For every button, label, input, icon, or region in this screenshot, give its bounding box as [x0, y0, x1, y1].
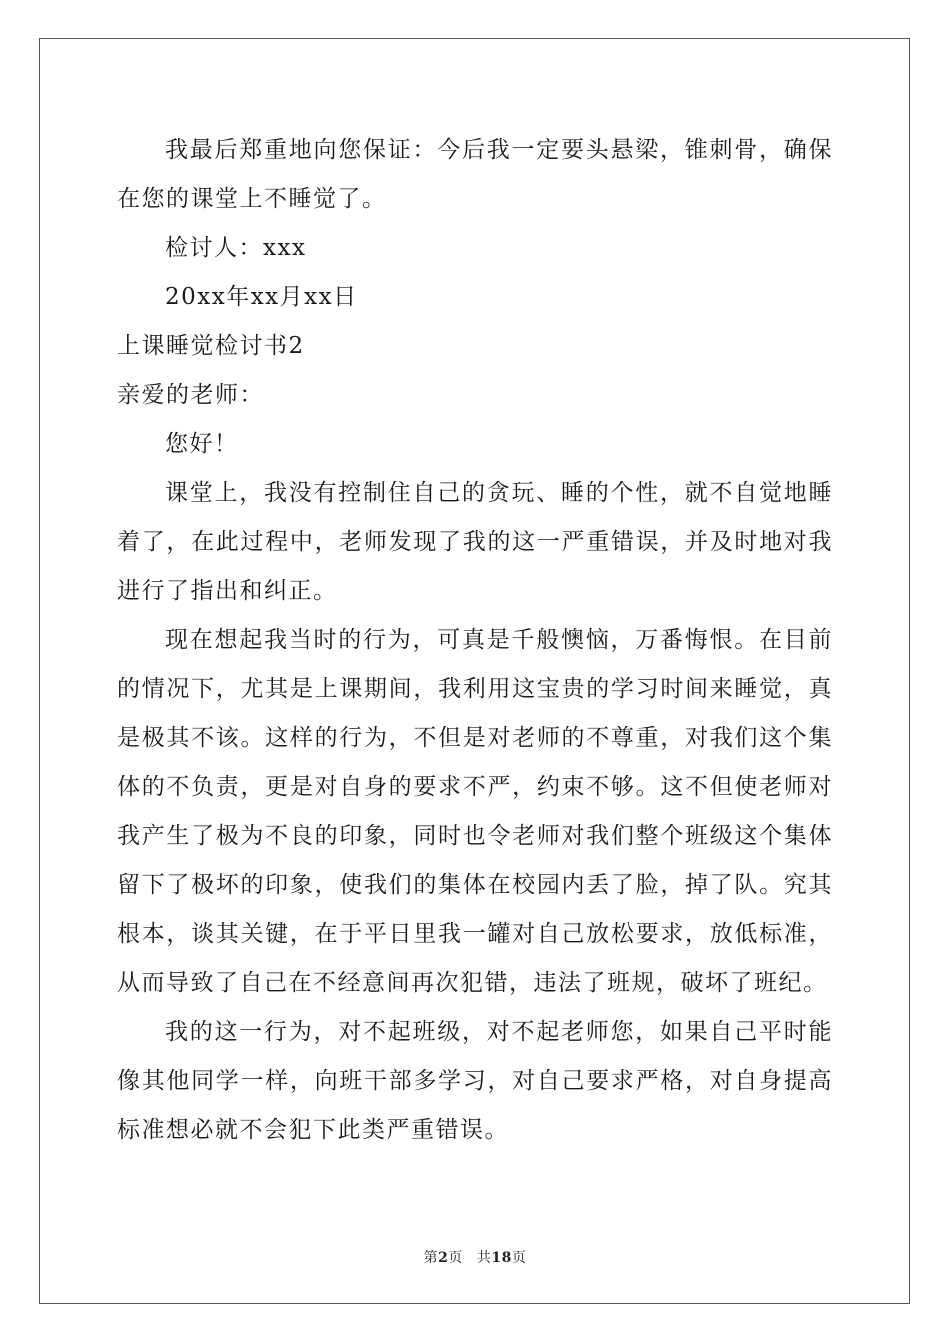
total-label-suffix: 页: [511, 1250, 527, 1266]
salutation: 亲爱的老师：: [117, 382, 264, 408]
total-page-count: 18: [491, 1250, 512, 1266]
closing-pledge-paragraph: 我最后郑重地向您保证：今后我一定要头悬梁，锥刺骨，确保在您的课堂上不睡觉了。: [117, 137, 833, 212]
page-label-prefix: 第: [423, 1250, 439, 1266]
body-paragraph: 我的这一行为，对不起班级，对不起老师您，如果自己平时能像其他同学一样，向班干部多学习，对自己要求严格，对自身提高标准想必就不会犯下此类严重错误。: [117, 1019, 833, 1143]
page-label-suffix: 页: [448, 1250, 463, 1266]
current-page-number: 2: [438, 1250, 449, 1266]
greeting: 您好！: [165, 431, 239, 457]
section-title: 上课睡觉检讨书2: [117, 333, 305, 359]
body-paragraph: 现在想起我当时的行为，可真是千般懊恼，万番悔恨。在目前的情况下，尤其是上课期间，我利用这宝贵的学习时间来睡觉，真是极其不该。这样的行为，不但是对老师的不尊重，对我们这个集体的不负责，更是对自身的要求不严，约束不够。这不但使老师对我产生了极为不良的印象，同时也令老师对我们整个班级这个集体留下了极坏的印象，使我们的集体在校园内丢了脸，掉了队。究其根本，谈其关键，在于平日里我一罐对自己放松要求，放低标准，从而导致了自己在不经意间再次犯错，违法了班规，破坏了班纪。: [117, 627, 833, 996]
page-footer: [0, 1247, 950, 1267]
signature-line: 检讨人：xxx: [165, 235, 307, 261]
body-paragraph: 课堂上，我没有控制住自己的贪玩、睡的个性，就不自觉地睡着了，在此过程中，老师发现了我的这一严重错误，并及时地对我进行了指出和纠正。: [117, 480, 833, 604]
date-line: 20xx年xx月xx日: [165, 284, 358, 310]
document-body: [117, 126, 833, 1155]
total-label-prefix: 共: [476, 1250, 492, 1266]
